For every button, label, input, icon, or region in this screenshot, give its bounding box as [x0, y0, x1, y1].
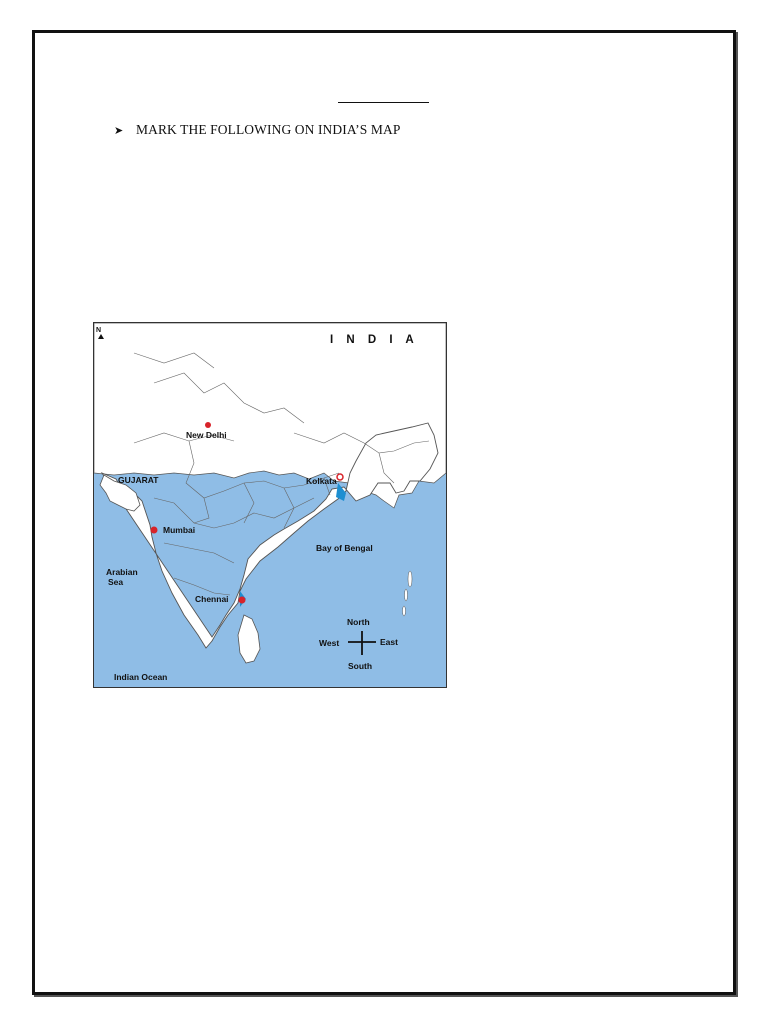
- region-label-gujarat: GUJARAT: [118, 475, 159, 485]
- region-label-arabian-sea-1: Arabian: [106, 567, 138, 577]
- instruction-line: [114, 122, 400, 138]
- city-marker-new-delhi: [205, 422, 211, 428]
- compass-south-label: South: [348, 661, 373, 671]
- compass-north-label: North: [347, 617, 370, 627]
- compass-east-label: East: [380, 637, 398, 647]
- region-label-arabian-sea-2: Sea: [108, 577, 124, 587]
- city-marker-mumbai: [151, 527, 158, 534]
- north-marker: N: [96, 327, 102, 334]
- city-label-mumbai: Mumbai: [163, 525, 196, 535]
- india-map: [93, 322, 447, 688]
- region-label-indian-ocean: Indian Ocean: [114, 672, 168, 682]
- compass-west-label: West: [319, 638, 340, 648]
- heading-underline: [338, 102, 429, 103]
- city-label-chennai: Chennai: [195, 594, 229, 604]
- city-marker-chennai: [239, 597, 246, 604]
- city-label-new-delhi: New Delhi: [186, 430, 227, 440]
- region-label-bay-of-bengal: Bay of Bengal: [316, 543, 373, 553]
- city-label-kolkata: Kolkata: [306, 476, 337, 486]
- arrowhead-bullet-icon: ➤: [114, 124, 124, 137]
- map-title: I N D I A: [330, 334, 419, 346]
- instruction-text: MARK THE FOLLOWING ON INDIA’S MAP: [136, 122, 401, 137]
